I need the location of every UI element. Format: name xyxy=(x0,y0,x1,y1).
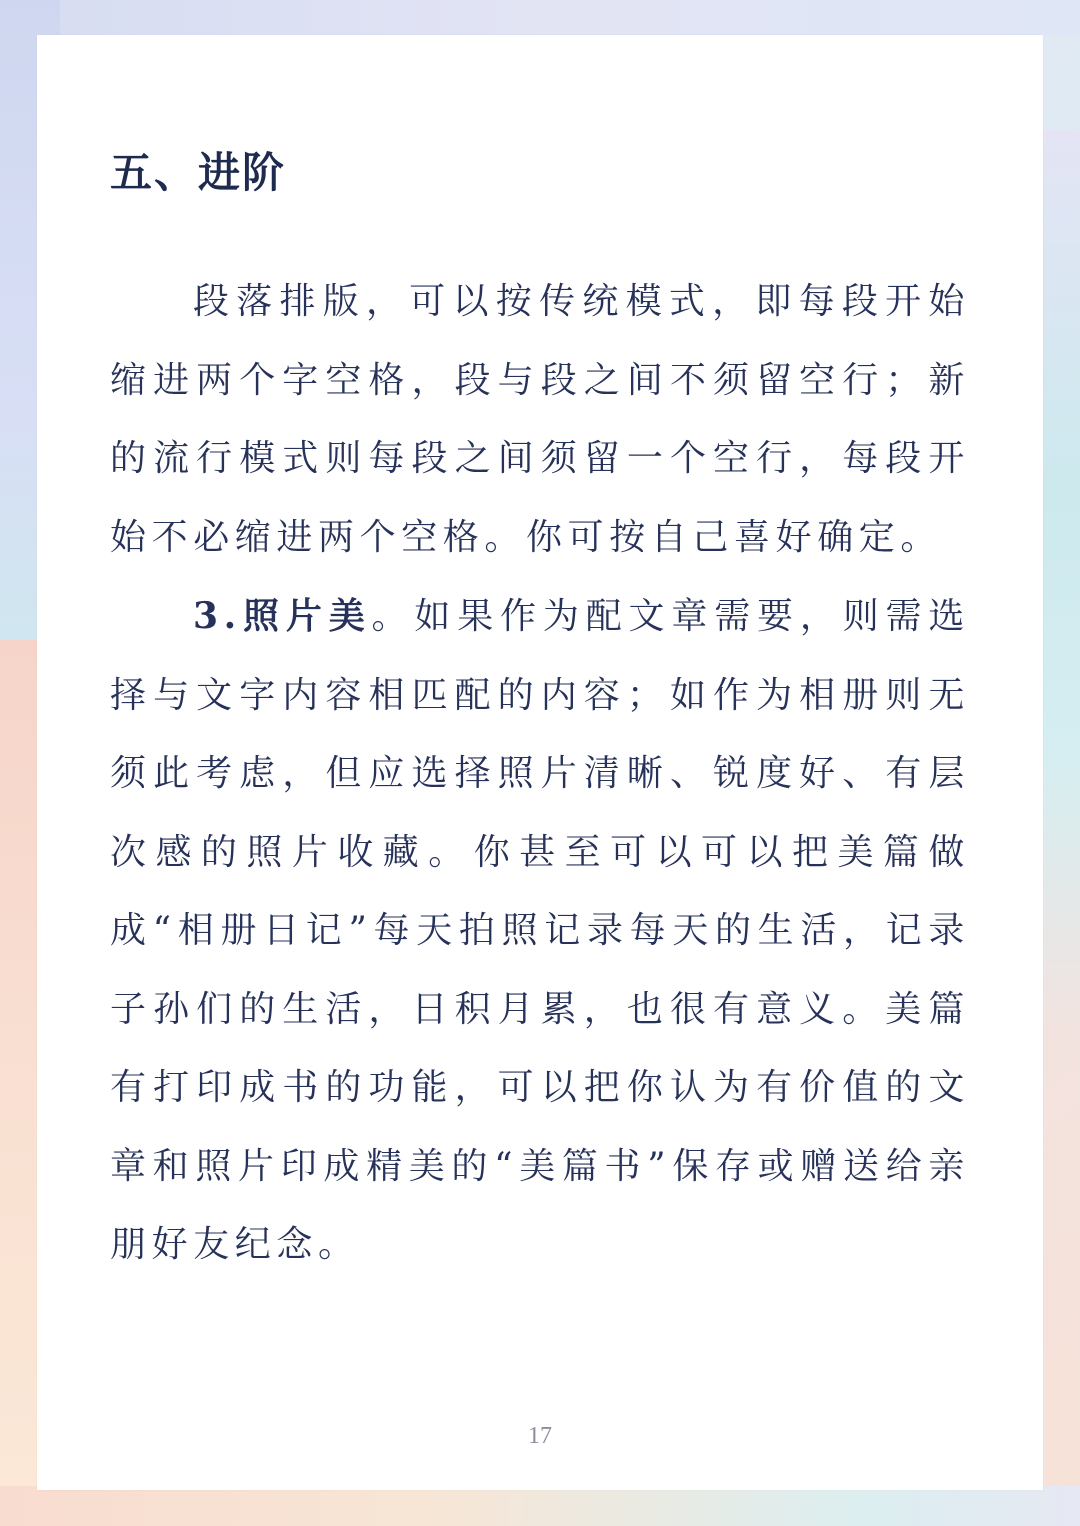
body-text xyxy=(110,263,970,1285)
background-bottom-band xyxy=(0,1486,1080,1526)
paragraph-photo xyxy=(110,577,970,1285)
background-top-band xyxy=(0,0,1080,36)
section-heading: 五、进阶 xyxy=(110,148,287,197)
page-number: 17 xyxy=(528,1423,552,1449)
document-page xyxy=(37,35,1043,1490)
paragraph-photo-text: 。如果作为配文章需要，则需选择与文字内容相匹配的内容；如作为相册则无须此考虑，但应选择照片清晰、锐度好、有层次感的照片收藏。你甚至可以可以把美篇做成“相册日记”每天拍照记录每天的生活，记录子孙们的生活，日积月累，也很有意义。美篇有打印成书的功能，可以把你认为有价值的文章和照片印成精美的“美篇书”保存或赠送给亲朋好友纪念。 xyxy=(110,596,970,1265)
paragraph-layout: 段落排版，可以按传统模式，即每段开始缩进两个字空格，段与段之间不须留空行；新的流行模式则每段之间须留一个空行，每段开始不必缩进两个空格。你可按自己喜好确定。 xyxy=(110,281,970,558)
paragraph-photo-lead: 3.照片美 xyxy=(193,595,372,637)
